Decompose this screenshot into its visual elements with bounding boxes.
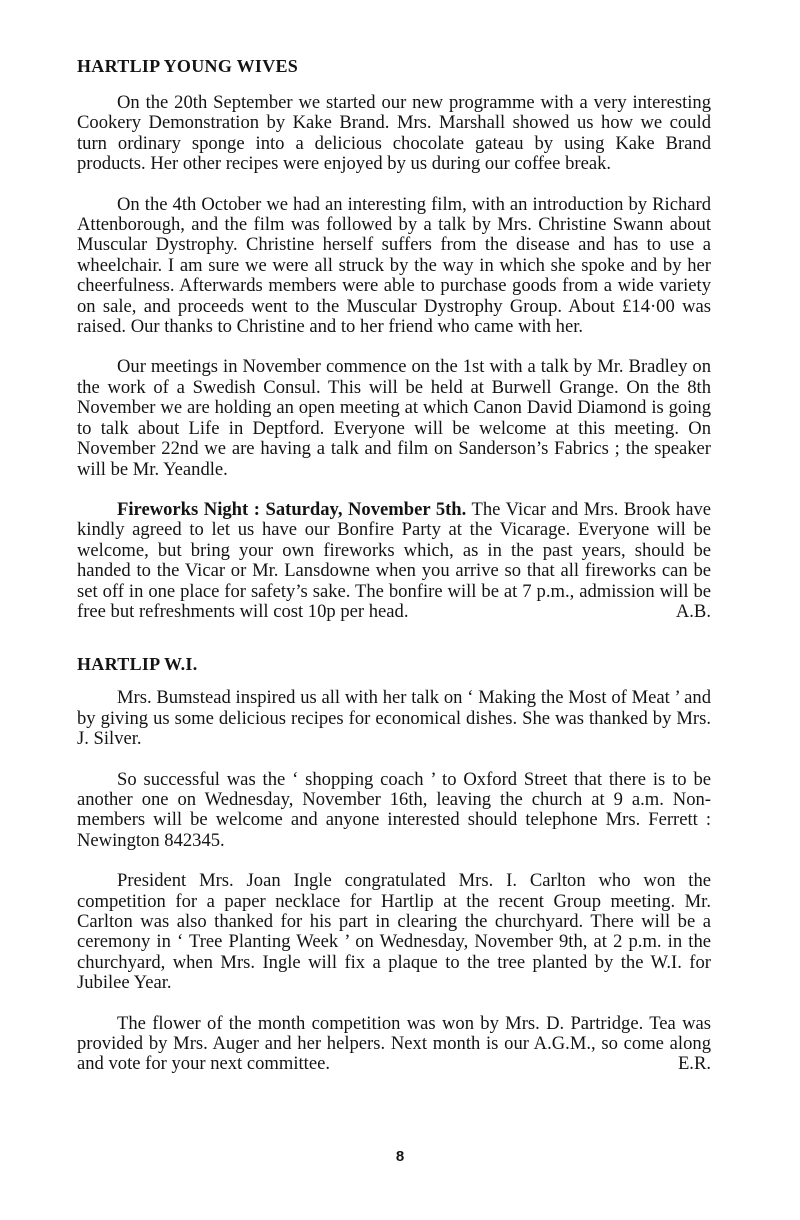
young-wives-heading: HARTLIP YOUNG WIVES xyxy=(77,56,299,76)
young-wives-paragraph: On the 20th September we started our new programme with a very interesting Cookery Demonstration by Kake Brand. Mrs. Marshall showed us how we could turn ordinary sponge into a delicious chocolate gateau by using Kake Brand products. Her other recipes were enjoyed by us during our coffee break. xyxy=(77,92,711,175)
young-wives-paragraph: On the 4th October we had an interesting film, with an introduction by Richard Attenborough, and the film was followed by a talk by Mrs. Christine Swann about Muscular Dystrophy. Christine herself suffers from the disease and has to use a wheelchair. I am sure we were all struck by the way in which she spoke and by her cheerfulness. Afterwards members were able to purchase goods from a wide variety on sale, and proceeds went to the Muscular Dystrophy Group. About £14·00 was raised. Our thanks to Christine and to her friend who came with her. xyxy=(77,193,711,338)
wi-last-text: The flower of the month competition was won by Mrs. D. Partridge. Tea was provided by Mrs. Auger and her helpers. Next month is our A.G.M., so come along and vote for your next committee. xyxy=(77,1012,711,1075)
newsletter-page xyxy=(77,54,711,1075)
fireworks-paragraph xyxy=(77,500,711,622)
page-number: 8 xyxy=(395,1148,405,1165)
wi-paragraph: Mrs. Bumstead inspired us all with her talk on ‘ Making the Most of Meat ’ and by giving us some delicious recipes for economical dishes. She was thanked by Mrs. J. Silver. xyxy=(77,687,711,750)
fireworks-lead: Fireworks Night : Saturday, November 5th. xyxy=(117,498,467,520)
wi-paragraph: So successful was the ‘ shopping coach ’ to Oxford Street that there is to be another one on Wednesday, November 16th, leaving the church at 9 a.m. Non-members will be welcome and anyone interested should telephone Mrs. Ferrett : Newington 842345. xyxy=(77,768,711,851)
fireworks-text: The Vicar and Mrs. Brook have kindly agreed to let us have our Bonfire Party at the Vicarage. Everyone will be welcome, but bring your own fireworks which, as in the past years, should be handed to the Vicar or Mr. Lansdowne when you arrive so that all fireworks can be set off in one place for safety’s sake. The bonfire will be at 7 p.m., admission will be free but refreshments will cost 10p per head. xyxy=(77,498,712,622)
wi-paragraph: President Mrs. Joan Ingle congratulated Mrs. I. Carlton who won the competition for a paper necklace for Hartlip at the recent Group meeting. Mr. Carlton was also thanked for his part in clearing the churchyard. There will be a ceremony in ‘ Tree Planting Week ’ on Wednesday, November 9th, at 2 p.m. in the churchyard, when Mrs. Ingle will fix a plaque to the tree planted by the W.I. for Jubilee Year. xyxy=(77,870,711,994)
wi-signature: E.R. xyxy=(677,1053,711,1075)
young-wives-signature: A.B. xyxy=(675,600,711,622)
wi-heading: HARTLIP W.I. xyxy=(77,654,198,675)
wi-last-paragraph xyxy=(77,1014,711,1075)
young-wives-paragraph: Our meetings in November commence on the 1st with a talk by Mr. Bradley on the work of a Swedish Consul. This will be held at Burwell Grange. On the 8th November we are holding an open meeting at which Canon David Diamond is going to talk about Life in Deptford. Everyone will be welcome at this meeting. On November 22nd we are having a talk and film on Sanderson’s Fabrics ; the speaker will be Mr. Yeandle. xyxy=(77,356,711,480)
